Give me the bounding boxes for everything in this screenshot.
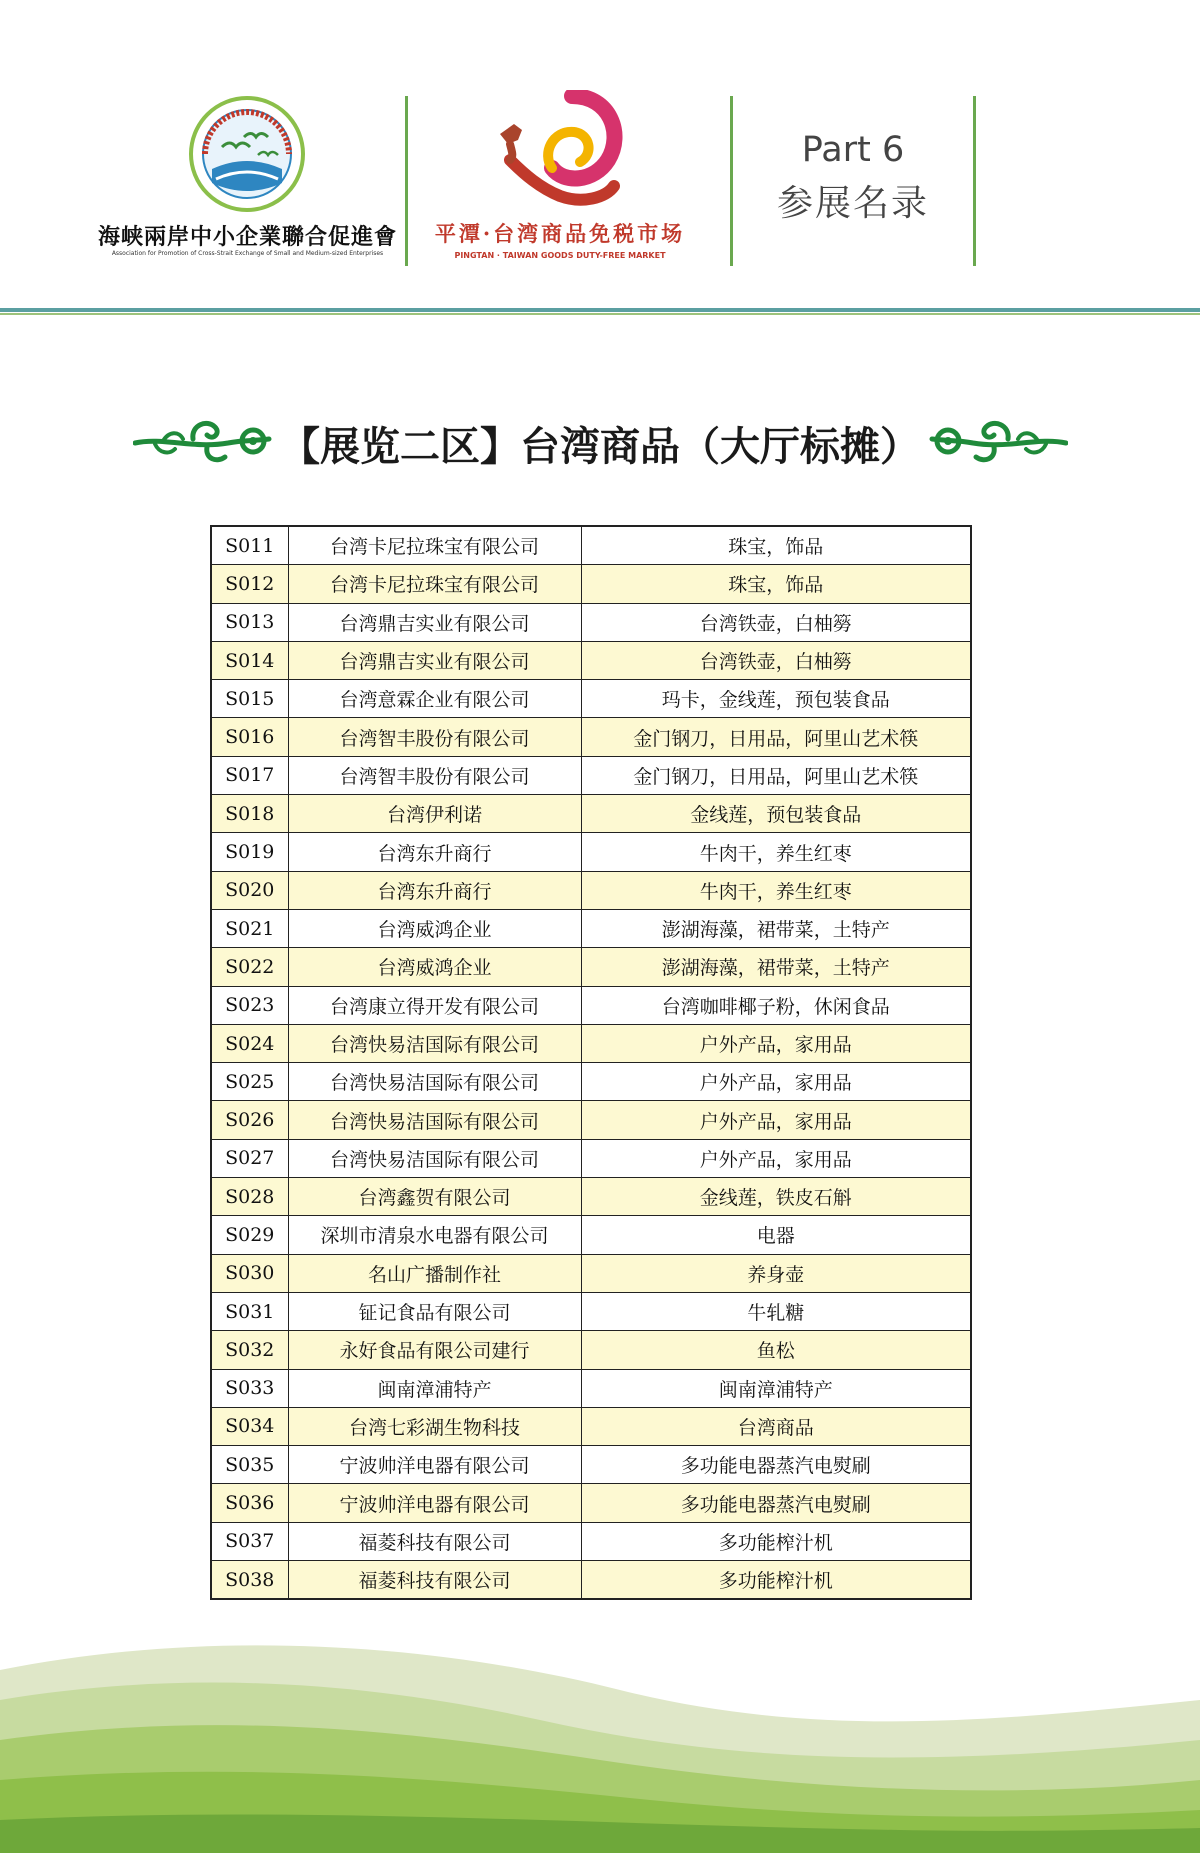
company-cell: 深圳市清泉水电器有限公司	[288, 1216, 581, 1254]
table-row	[211, 680, 971, 718]
products-cell: 台湾铁壶，白柚簩	[581, 641, 971, 679]
table-row	[211, 756, 971, 794]
table-row	[211, 1139, 971, 1177]
table-row	[211, 795, 971, 833]
products-cell: 户外产品，家用品	[581, 1063, 971, 1101]
floral-ornament-right-icon	[918, 417, 1068, 465]
booth-id-cell: S025	[211, 1063, 288, 1101]
booth-id-cell: S037	[211, 1522, 288, 1560]
company-cell: 台湾鑫贺有限公司	[288, 1178, 581, 1216]
company-cell: 台湾威鸿企业	[288, 948, 581, 986]
exhibitor-table-body	[211, 526, 971, 1599]
products-cell: 金线莲，铁皮石斛	[581, 1178, 971, 1216]
table-row	[211, 1522, 971, 1560]
booth-id-cell: S021	[211, 909, 288, 947]
table-row	[211, 1063, 971, 1101]
table-row	[211, 1101, 971, 1139]
section-title: 【展览二区】台湾商品（大厅标摊）	[280, 424, 920, 470]
company-cell: 台湾七彩湖生物科技	[288, 1407, 581, 1445]
table-row	[211, 1331, 971, 1369]
products-cell: 金门钢刀，日用品，阿里山艺术筷	[581, 718, 971, 756]
header-rule	[0, 308, 1200, 312]
booth-id-cell: S030	[211, 1254, 288, 1292]
booth-id-cell: S029	[211, 1216, 288, 1254]
table-row	[211, 526, 971, 565]
booth-id-cell: S013	[211, 603, 288, 641]
booth-id-cell: S012	[211, 565, 288, 603]
table-row	[211, 1407, 971, 1445]
products-cell: 玛卡，金线莲，预包装食品	[581, 680, 971, 718]
table-row	[211, 603, 971, 641]
products-cell: 牛肉干，养生红枣	[581, 871, 971, 909]
booth-id-cell: S038	[211, 1561, 288, 1600]
table-row	[211, 948, 971, 986]
booth-id-cell: S036	[211, 1484, 288, 1522]
company-cell: 台湾鼎吉实业有限公司	[288, 641, 581, 679]
apcsesme-emblem-icon	[188, 95, 306, 213]
part-label: Part 6	[801, 130, 905, 170]
company-cell: 台湾智丰股份有限公司	[288, 718, 581, 756]
rolling-hills-decoration	[0, 1630, 1200, 1853]
products-cell: 牛轧糖	[581, 1292, 971, 1330]
org1-subtitle: Association for Promotion of Cross-Strait Exchange of Small and Medium-sized Enterprises	[111, 250, 384, 257]
booth-id-cell: S020	[211, 871, 288, 909]
company-cell: 台湾快易洁国际有限公司	[288, 1024, 581, 1062]
org2-subtitle: PINGTAN · TAIWAN GOODS DUTY-FREE MARKET	[454, 251, 666, 260]
products-cell: 金线莲，预包装食品	[581, 795, 971, 833]
products-cell: 户外产品，家用品	[581, 1024, 971, 1062]
company-cell: 台湾鼎吉实业有限公司	[288, 603, 581, 641]
products-cell: 台湾铁壶，白柚簩	[581, 603, 971, 641]
company-cell: 名山广播制作社	[288, 1254, 581, 1292]
table-row	[211, 565, 971, 603]
products-cell: 多功能电器蒸汽电熨刷	[581, 1484, 971, 1522]
table-row	[211, 1292, 971, 1330]
table-row	[211, 1369, 971, 1407]
table-row	[211, 1216, 971, 1254]
section-heading	[0, 405, 1200, 475]
booth-id-cell: S019	[211, 833, 288, 871]
table-row	[211, 1561, 971, 1600]
products-cell: 澎湖海藻，裙带菜，土特产	[581, 948, 971, 986]
booth-id-cell: S014	[211, 641, 288, 679]
products-cell: 多功能榨汁机	[581, 1522, 971, 1560]
org2-name: 平潭·台湾商品免税市场	[434, 221, 686, 246]
company-cell: 闽南漳浦特产	[288, 1369, 581, 1407]
booth-id-cell: S027	[211, 1139, 288, 1177]
apcsesme-logo	[95, 92, 400, 272]
company-cell: 福菱科技有限公司	[288, 1522, 581, 1560]
table-row	[211, 641, 971, 679]
booth-id-cell: S022	[211, 948, 288, 986]
products-cell: 珠宝，饰品	[581, 565, 971, 603]
page-header	[0, 0, 1200, 305]
exhibitor-table	[210, 525, 972, 1600]
header-rule	[0, 313, 1200, 315]
products-cell: 台湾商品	[581, 1407, 971, 1445]
company-cell: 台湾快易洁国际有限公司	[288, 1139, 581, 1177]
products-cell: 鱼松	[581, 1331, 971, 1369]
booth-id-cell: S035	[211, 1446, 288, 1484]
company-cell: 台湾东升商行	[288, 833, 581, 871]
table-row	[211, 1024, 971, 1062]
pingtan-market-logo	[425, 90, 695, 270]
table-row	[211, 1178, 971, 1216]
pingtan-market-emblem-icon	[490, 90, 630, 210]
booth-id-cell: S011	[211, 526, 288, 565]
table-row	[211, 833, 971, 871]
company-cell: 钲记食品有限公司	[288, 1292, 581, 1330]
products-cell: 户外产品，家用品	[581, 1101, 971, 1139]
table-row	[211, 986, 971, 1024]
company-cell: 台湾智丰股份有限公司	[288, 756, 581, 794]
company-cell: 台湾快易洁国际有限公司	[288, 1101, 581, 1139]
products-cell: 电器	[581, 1216, 971, 1254]
booth-id-cell: S017	[211, 756, 288, 794]
booth-id-cell: S023	[211, 986, 288, 1024]
products-cell: 牛肉干，养生红枣	[581, 833, 971, 871]
company-cell: 台湾伊利诺	[288, 795, 581, 833]
org1-name: 海峡兩岸中小企業聯合促進會	[97, 225, 397, 250]
company-cell: 台湾东升商行	[288, 871, 581, 909]
table-row	[211, 718, 971, 756]
table-row	[211, 1446, 971, 1484]
products-cell: 珠宝，饰品	[581, 526, 971, 565]
booth-id-cell: S024	[211, 1024, 288, 1062]
products-cell: 养身壶	[581, 1254, 971, 1292]
booth-id-cell: S033	[211, 1369, 288, 1407]
company-cell: 台湾卡尼拉珠宝有限公司	[288, 526, 581, 565]
booth-id-cell: S026	[211, 1101, 288, 1139]
company-cell: 台湾康立得开发有限公司	[288, 986, 581, 1024]
products-cell: 闽南漳浦特产	[581, 1369, 971, 1407]
table-row	[211, 1254, 971, 1292]
company-cell: 福菱科技有限公司	[288, 1561, 581, 1600]
booth-id-cell: S031	[211, 1292, 288, 1330]
booth-id-cell: S015	[211, 680, 288, 718]
booth-id-cell: S034	[211, 1407, 288, 1445]
booth-id-cell: S032	[211, 1331, 288, 1369]
part-title: 参展名录	[776, 183, 929, 224]
company-cell: 永好食品有限公司建行	[288, 1331, 581, 1369]
products-cell: 多功能榨汁机	[581, 1561, 971, 1600]
booth-id-cell: S028	[211, 1178, 288, 1216]
products-cell: 多功能电器蒸汽电熨刷	[581, 1446, 971, 1484]
company-cell: 宁波帅洋电器有限公司	[288, 1484, 581, 1522]
company-cell: 宁波帅洋电器有限公司	[288, 1446, 581, 1484]
table-row	[211, 1484, 971, 1522]
header-divider	[405, 96, 408, 266]
products-cell: 澎湖海藻，裙带菜，土特产	[581, 909, 971, 947]
products-cell: 户外产品，家用品	[581, 1139, 971, 1177]
company-cell: 台湾威鸿企业	[288, 909, 581, 947]
products-cell: 台湾咖啡椰子粉，休闲食品	[581, 986, 971, 1024]
company-cell: 台湾卡尼拉珠宝有限公司	[288, 565, 581, 603]
header-divider	[973, 96, 976, 266]
products-cell: 金门钢刀，日用品，阿里山艺术筷	[581, 756, 971, 794]
booth-id-cell: S016	[211, 718, 288, 756]
table-row	[211, 871, 971, 909]
company-cell: 台湾快易洁国际有限公司	[288, 1063, 581, 1101]
booth-id-cell: S018	[211, 795, 288, 833]
company-cell: 台湾意霖企业有限公司	[288, 680, 581, 718]
table-row	[211, 909, 971, 947]
floral-ornament-left-icon	[133, 417, 283, 465]
